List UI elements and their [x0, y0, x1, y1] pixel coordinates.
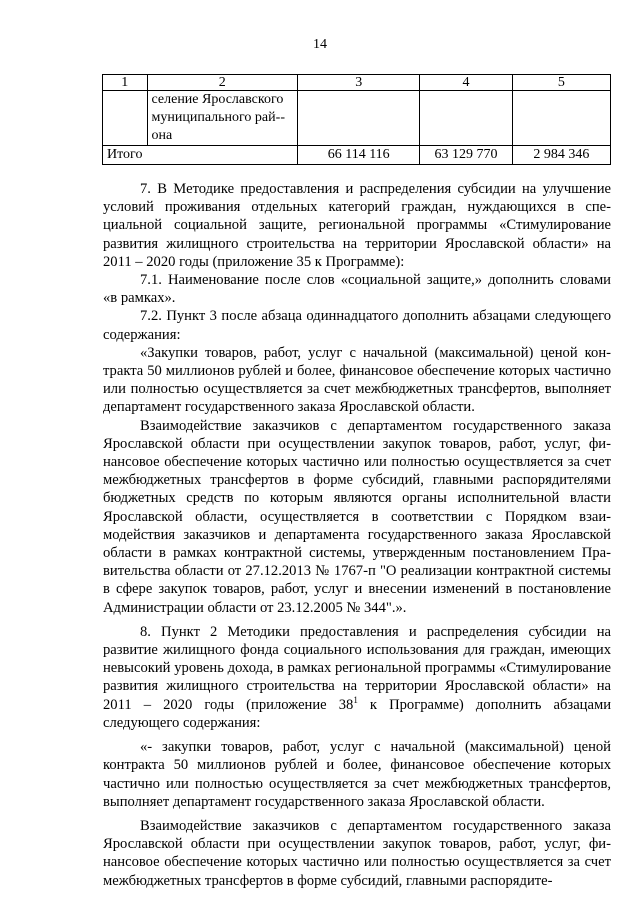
table-cell [298, 91, 420, 146]
paragraph: Взаимодействие заказчиков с департаментом государственного заказа Ярославской области при осуществлении закупок товаров, работ, услуг, финансовое обеспечение которых частично или полностью осуществляется за счет межбюджетных трансфертов в форме субсидий, главными распорядите- [103, 817, 611, 889]
table-total-value: 66 114 116 [298, 146, 420, 165]
table-header-row [103, 75, 611, 91]
table-cell [420, 91, 512, 146]
paragraph-text: к Программе) дополнить абзацами следующего содержания: [103, 696, 612, 731]
table-total-value: 63 129 770 [420, 146, 512, 165]
data-table [102, 74, 611, 165]
table-cell-name: селение Ярославского муниципального рай-она [147, 91, 297, 146]
table-header-cell: 2 [147, 75, 297, 91]
paragraph-text: 8. Пункт 2 Методики предоставления и распределения субсидии на развитие жилищного фонда социального использования для граждан, имеющих невысокий уровень дохода, в рамках региональной программы «Стимулирование развития жилищного строительства на территории Ярославской области» на 2011 – 2020 годы (приложение 38 [103, 623, 611, 713]
paragraph: 7.2. Пункт 3 после абзаца одиннадцатого дополнить абзацами следующего содержания: [103, 308, 611, 343]
superscript: 1 [353, 694, 358, 705]
paragraph: Взаимодействие заказчиков с департаментом государственного заказа Ярославской области при осуществлении закупок товаров, работ, услуг, финансовое обеспечение которых частично или полностью осуществляется за счет межбюджетных трансфертов в форме субсидий, главными распорядителями бюджетных средств по которым являются органы исполнительной власти Ярославской области, осуществляется в соответствии с Порядком взаимодействия заказчиков и департамента государственного заказа Ярославской области в рамках контрактной системы, утвержденным постановлением Правительства области от 27.12.2013 № 1767-п "О реализации контрактной системы в сфере закупок товаров, работ, услуг и внесении изменений в постановление Администрации области от 23.12.2005 № 344".». [103, 417, 611, 616]
page-number: 14 [313, 37, 327, 52]
paragraph [103, 623, 611, 732]
table-header-cell: 1 [103, 75, 148, 91]
table-total-value: 2 984 346 [512, 146, 610, 165]
table-header-cell: 4 [420, 75, 512, 91]
paragraph: 7. В Методике предоставления и распределения субсидии на улучшение условий проживания отдельных категорий граждан, нуждающихся в специальной социальной защите, региональной программы «Стимулирование развития жилищного строительства на территории Ярославской области» на 2011 – 2020 годы (приложение 35 к Программе): [103, 181, 611, 270]
paragraph: 7.1. Наименование после слов «социальной защите,» дополнить словами «в рамках». [103, 272, 611, 307]
table-header-cell: 3 [298, 75, 420, 91]
paragraph: «Закупки товаров, работ, услуг с начальной (максимальной) ценой контракта 50 миллионов рублей и более, финансовое обеспечение которых частично или полностью осуществляется за счет межбюджетных трансфертов, выполняет департамент государственного заказа Ярославской области. [103, 344, 611, 416]
table-cell [512, 91, 610, 146]
table-cell [103, 91, 148, 146]
paragraph: «- закупки товаров, работ, услуг с начальной (максимальной) ценой контракта 50 миллионов рублей и более, финансовое обеспечение которых частично или полностью осуществляется за счет межбюджетных трансфертов, выполняет департамент государственного заказа Ярославской области. [103, 739, 611, 810]
document-body [103, 180, 611, 890]
table-total-row [103, 146, 611, 165]
table-header-cell: 5 [512, 75, 610, 91]
table-total-label: Итого [103, 146, 298, 165]
table-row [103, 91, 611, 146]
